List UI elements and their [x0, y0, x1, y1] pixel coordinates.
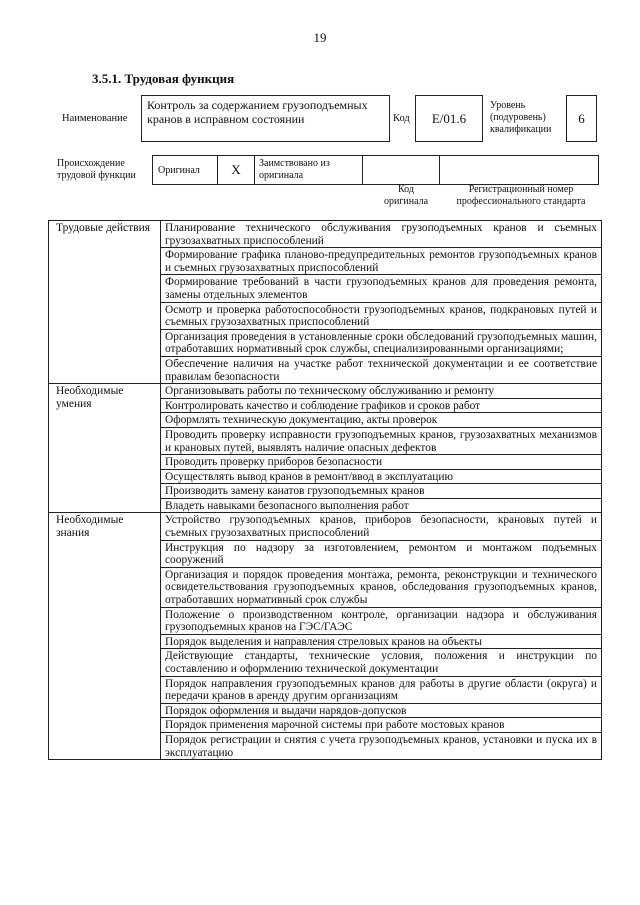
- section-title-cell: Необходимые умения: [49, 384, 161, 513]
- list-item: Контролировать качество и соблюдение графиков и сроков работ: [161, 398, 602, 413]
- code-label: Код: [393, 113, 410, 124]
- origin-borrowed: Заимствовано из оригинала: [255, 155, 363, 184]
- list-item: Порядок оформления и выдачи нарядов-допусков: [161, 703, 602, 718]
- function-name: Контроль за содержанием грузоподъемных кранов в исправном состоянии: [141, 95, 390, 142]
- name-label: Наименование: [62, 113, 128, 124]
- list-item: Порядок выделения и направления стреловых кранов на объекты: [161, 634, 602, 649]
- page-number: 19: [313, 30, 327, 45]
- origin-reg-cell: [440, 155, 599, 184]
- level-label: Уровень (подуровень) квалификации: [490, 100, 552, 135]
- section-title: 3.5.1. Трудовая функция: [92, 71, 235, 86]
- list-item: Устройство грузоподъемных кранов, приборов безопасности, крановых путей и съемных грузозахватных приспособлений: [161, 513, 602, 540]
- origin-mark: X: [217, 155, 255, 184]
- list-item: Обеспечение наличия на участке работ технической документации и ее соответствие правилам безопасности: [161, 356, 602, 383]
- list-item: Планирование технического обслуживания грузоподъемных кранов и съемных грузозахватных приспособлений: [161, 221, 602, 248]
- origin-original: Оригинал: [152, 155, 217, 184]
- list-item: Формирование графика планово-предупредительных ремонтов грузоподъемных кранов и съемных грузозахватных приспособлений: [161, 248, 602, 275]
- list-item: Формирование требований в части грузоподъемных кранов для проведения ремонта, замены отдельных элементов: [161, 275, 602, 302]
- origin-row: [152, 155, 599, 185]
- list-item: Производить замену канатов грузоподъемных кранов: [161, 484, 602, 499]
- table-row: [49, 384, 602, 399]
- origin-code-cell: [363, 155, 440, 184]
- list-item: Проводить проверку приборов безопасности: [161, 455, 602, 470]
- registration-label: Регистрационный номер профессионального стандарта: [456, 184, 586, 207]
- list-item: Порядок регистрации и снятия с учета грузоподъемных кранов, установки и пуска их в эксплуатацию: [161, 732, 602, 759]
- list-item: Порядок применения марочной системы при работе мостовых кранов: [161, 718, 602, 733]
- section-title-cell: Необходимые знания: [49, 513, 161, 760]
- origin-label: Происхождение трудовой функции: [57, 158, 136, 181]
- list-item: Владеть навыками безопасного выполнения работ: [161, 498, 602, 513]
- table-row: [49, 221, 602, 248]
- qualification-level: 6: [566, 95, 597, 142]
- list-item: Проводить проверку исправности грузоподъемных кранов, грузозахватных механизмов и крановых путей, выявлять наличие опасных дефектов: [161, 427, 602, 454]
- section-title-cell: Трудовые действия: [49, 221, 161, 384]
- list-item: Порядок направления грузоподъемных кранов для работы в другие области (округа) и передачи кранов в аренду другим организациям: [161, 676, 602, 703]
- list-item: Положение о производственном контроле, организации надзора и обслуживания грузоподъемных кранов на ГЭС/ГАЭС: [161, 607, 602, 634]
- code-original-label: Код оригинала: [383, 184, 429, 207]
- list-item: Осуществлять вывод кранов в ремонт/ввод в эксплуатацию: [161, 469, 602, 484]
- list-item: Инструкция по надзору за изготовлением, ремонтом и монтажом подъемных сооружений: [161, 540, 602, 567]
- list-item: Осмотр и проверка работоспособности грузоподъемных кранов, подкрановых путей и съемных грузозахватных приспособлений: [161, 302, 602, 329]
- list-item: Действующие стандарты, технические условия, положения и инструкции по составлению и оформлению технической документации: [161, 649, 602, 676]
- list-item: Организовывать работы по техническому обслуживанию и ремонту: [161, 384, 602, 399]
- list-item: Организация проведения в установленные сроки обследований грузоподъемных машин, отработавших нормативный срок службы, специализированными организациями;: [161, 329, 602, 356]
- function-code: E/01.6: [415, 95, 483, 142]
- table-row: [49, 513, 602, 540]
- list-item: Оформлять техническую документацию, акты проверок: [161, 413, 602, 428]
- function-table: [48, 220, 602, 760]
- list-item: Организация и порядок проведения монтажа, ремонта, реконструкции и технического освидетельствования грузоподъемных кранов, обследования грузоподъемных кранов, отработавших нормативный срок службы: [161, 567, 602, 607]
